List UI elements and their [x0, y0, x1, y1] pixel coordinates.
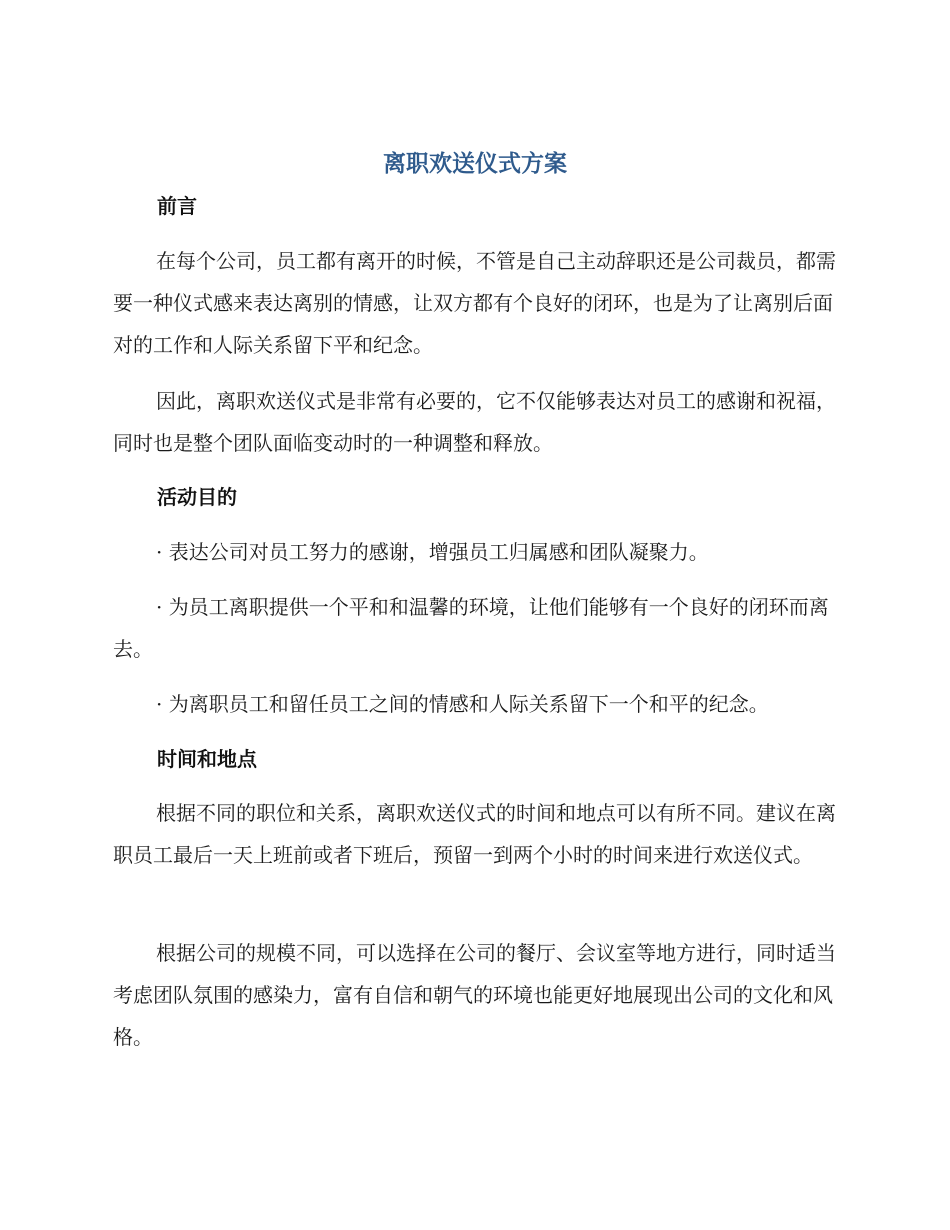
purpose-bullet-1: · 表达公司对员工努力的感谢，增强员工归属感和团队凝聚力。: [156, 540, 709, 564]
section-heading-preface: 前言: [157, 194, 197, 218]
section-heading-purpose: 活动目的: [157, 485, 237, 509]
time-place-paragraph-1: 根据不同的职位和关系，离职欢送仪式的时间和地点可以有所不同。建议在离职员工最后一天上班前或者下班后，预留一到两个小时的时间来进行欢送仪式。: [113, 801, 836, 867]
section-heading-time-place: 时间和地点: [157, 747, 257, 771]
document-title: 离职欢送仪式方案: [383, 151, 567, 177]
time-place-paragraph-2: 根据公司的规模不同，可以选择在公司的餐厅、会议室等地方进行，同时适当考虑团队氛围的感染力，富有自信和朝气的环境也能更好地展现出公司的文化和风格。: [113, 941, 836, 1049]
purpose-bullet-2: · 为员工离职提供一个平和和温馨的环境，让他们能够有一个良好的闭环而离去。: [113, 595, 829, 661]
purpose-bullet-3: · 为离职员工和留任员工之间的情感和人际关系留下一个和平的纪念。: [156, 692, 769, 716]
preface-paragraph-1: 在每个公司，员工都有离开的时候，不管是自己主动辞职还是公司裁员，都需要一种仪式感来表达离别的情感，让双方都有个良好的闭环，也是为了让离别后面对的工作和人际关系留下平和纪念。: [113, 249, 836, 357]
preface-paragraph-2: 因此，离职欢送仪式是非常有必要的，它不仅能够表达对员工的感谢和祝福，同时也是整个团队面临变动时的一种调整和释放。: [113, 389, 836, 455]
